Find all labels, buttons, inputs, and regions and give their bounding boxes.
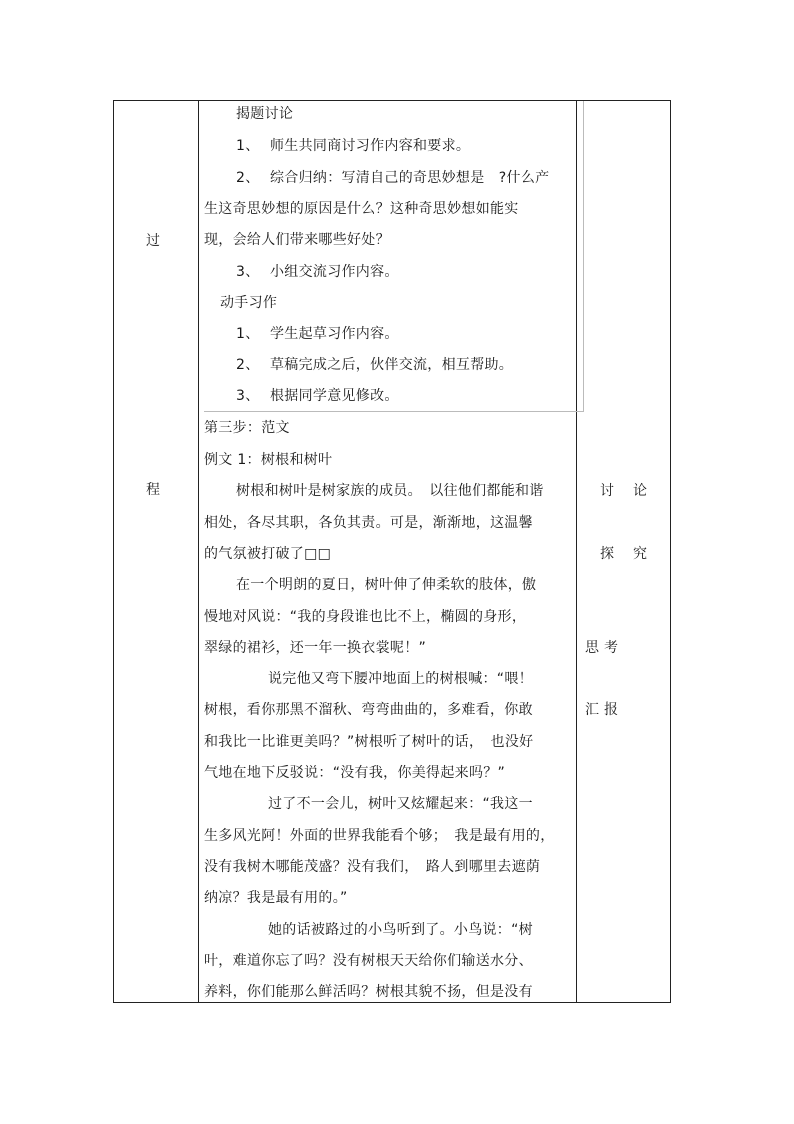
intro-item-2-cont2: 现，会给人们带来哪些好处？ [204,232,390,248]
intro-item-1-num: 1、 [236,138,260,154]
sample-line-2: 相处，各尽其职，各负其责。可是，渐渐地，这温馨 [204,515,533,531]
intro-item-1-text: 师生共同商讨习作内容和要求。 [270,138,471,154]
left-char-guo: 过 [146,233,161,249]
intro-heading: 揭题讨论 [236,106,294,122]
sample-line-9: 和我比一比谁更美吗？”树根听了树叶的话， 也没好 [204,734,534,750]
sample-line-8: 树根，看你那黑不溜秋、弯弯曲曲的，多难看，你敢 [204,702,533,718]
intro-item-2-num: 2、 [236,170,260,186]
sample-line-16: 叶，难道你忘了吗？没有树根天天给你们输送水分、 [204,953,533,969]
sample-line-4: 在一个明朗的夏日，树叶伸了伸柔软的肢体，傲 [236,577,537,593]
sample-line-1: 树根和树叶是树家族的成员。 以往他们都能和谐 [236,483,544,499]
sample-line-5: 慢地对风说：“我的身段谁也比不上，椭圆的身形， [204,609,527,625]
practice-item-3-num: 3、 [236,388,260,404]
practice-item-2-num: 2、 [236,357,260,373]
sample-line-7: 说完他又弯下腰冲地面上的树根喊：“喂！ [268,671,533,687]
right-label-tan: 探 [600,546,615,562]
practice-item-1-num: 1、 [236,326,260,342]
right-label-huibao: 汇 报 [585,702,619,718]
sample-example-title: 例文 1：树根和树叶 [204,452,333,468]
column-divider-left [198,101,199,1002]
practice-heading: 动手习作 [220,295,278,311]
sample-line-10: 气地在地下反驳说：“没有我，你美得起来吗？” [204,765,506,781]
right-label-tao: 讨 [600,483,615,499]
practice-item-2-text: 草稿完成之后，伙伴交流，相互帮助。 [270,357,514,373]
sample-line-15: 她的话被路过的小鸟听到了。小鸟说：“树 [268,922,533,938]
left-char-cheng: 程 [146,482,161,498]
sample-line-3: 的气氛被打破了□□ [204,546,332,562]
intro-item-2-cont: 生这奇思妙想的原因是什么？这种奇思妙想如能实 [204,201,519,217]
intro-item-2-text: 综合归纳：写清自己的奇思妙想是 ?什么产 [270,170,550,186]
sample-line-14: 纳凉？我是最有用的。” [204,890,348,906]
sample-line-11: 过了不一会儿，树叶又炫耀起来：“我这一 [268,796,533,812]
right-label-jiu: 究 [633,546,648,562]
sample-line-17: 养料，你们能那么鲜活吗？树根其貌不扬，但是没有 [204,984,533,1000]
practice-item-3-text: 根据同学意见修改。 [270,388,399,404]
right-label-lun: 论 [633,483,648,499]
sample-line-13: 没有我树木哪能茂盛？没有我们， 路人到哪里去遮荫 [204,859,541,875]
sample-step: 第三步：范文 [204,420,290,436]
sample-line-6: 翠绿的裙衫，还一年一换衣裳呢！” [204,640,427,656]
right-label-sikao: 思 考 [585,640,619,656]
practice-item-1-text: 学生起草习作内容。 [270,326,399,342]
intro-item-3-text: 小组交流习作内容。 [270,264,399,280]
intro-item-3-num: 3、 [236,264,260,280]
sample-line-12: 生多风光阿！外面的世界我能看个够； 我是最有用的， [204,828,555,844]
